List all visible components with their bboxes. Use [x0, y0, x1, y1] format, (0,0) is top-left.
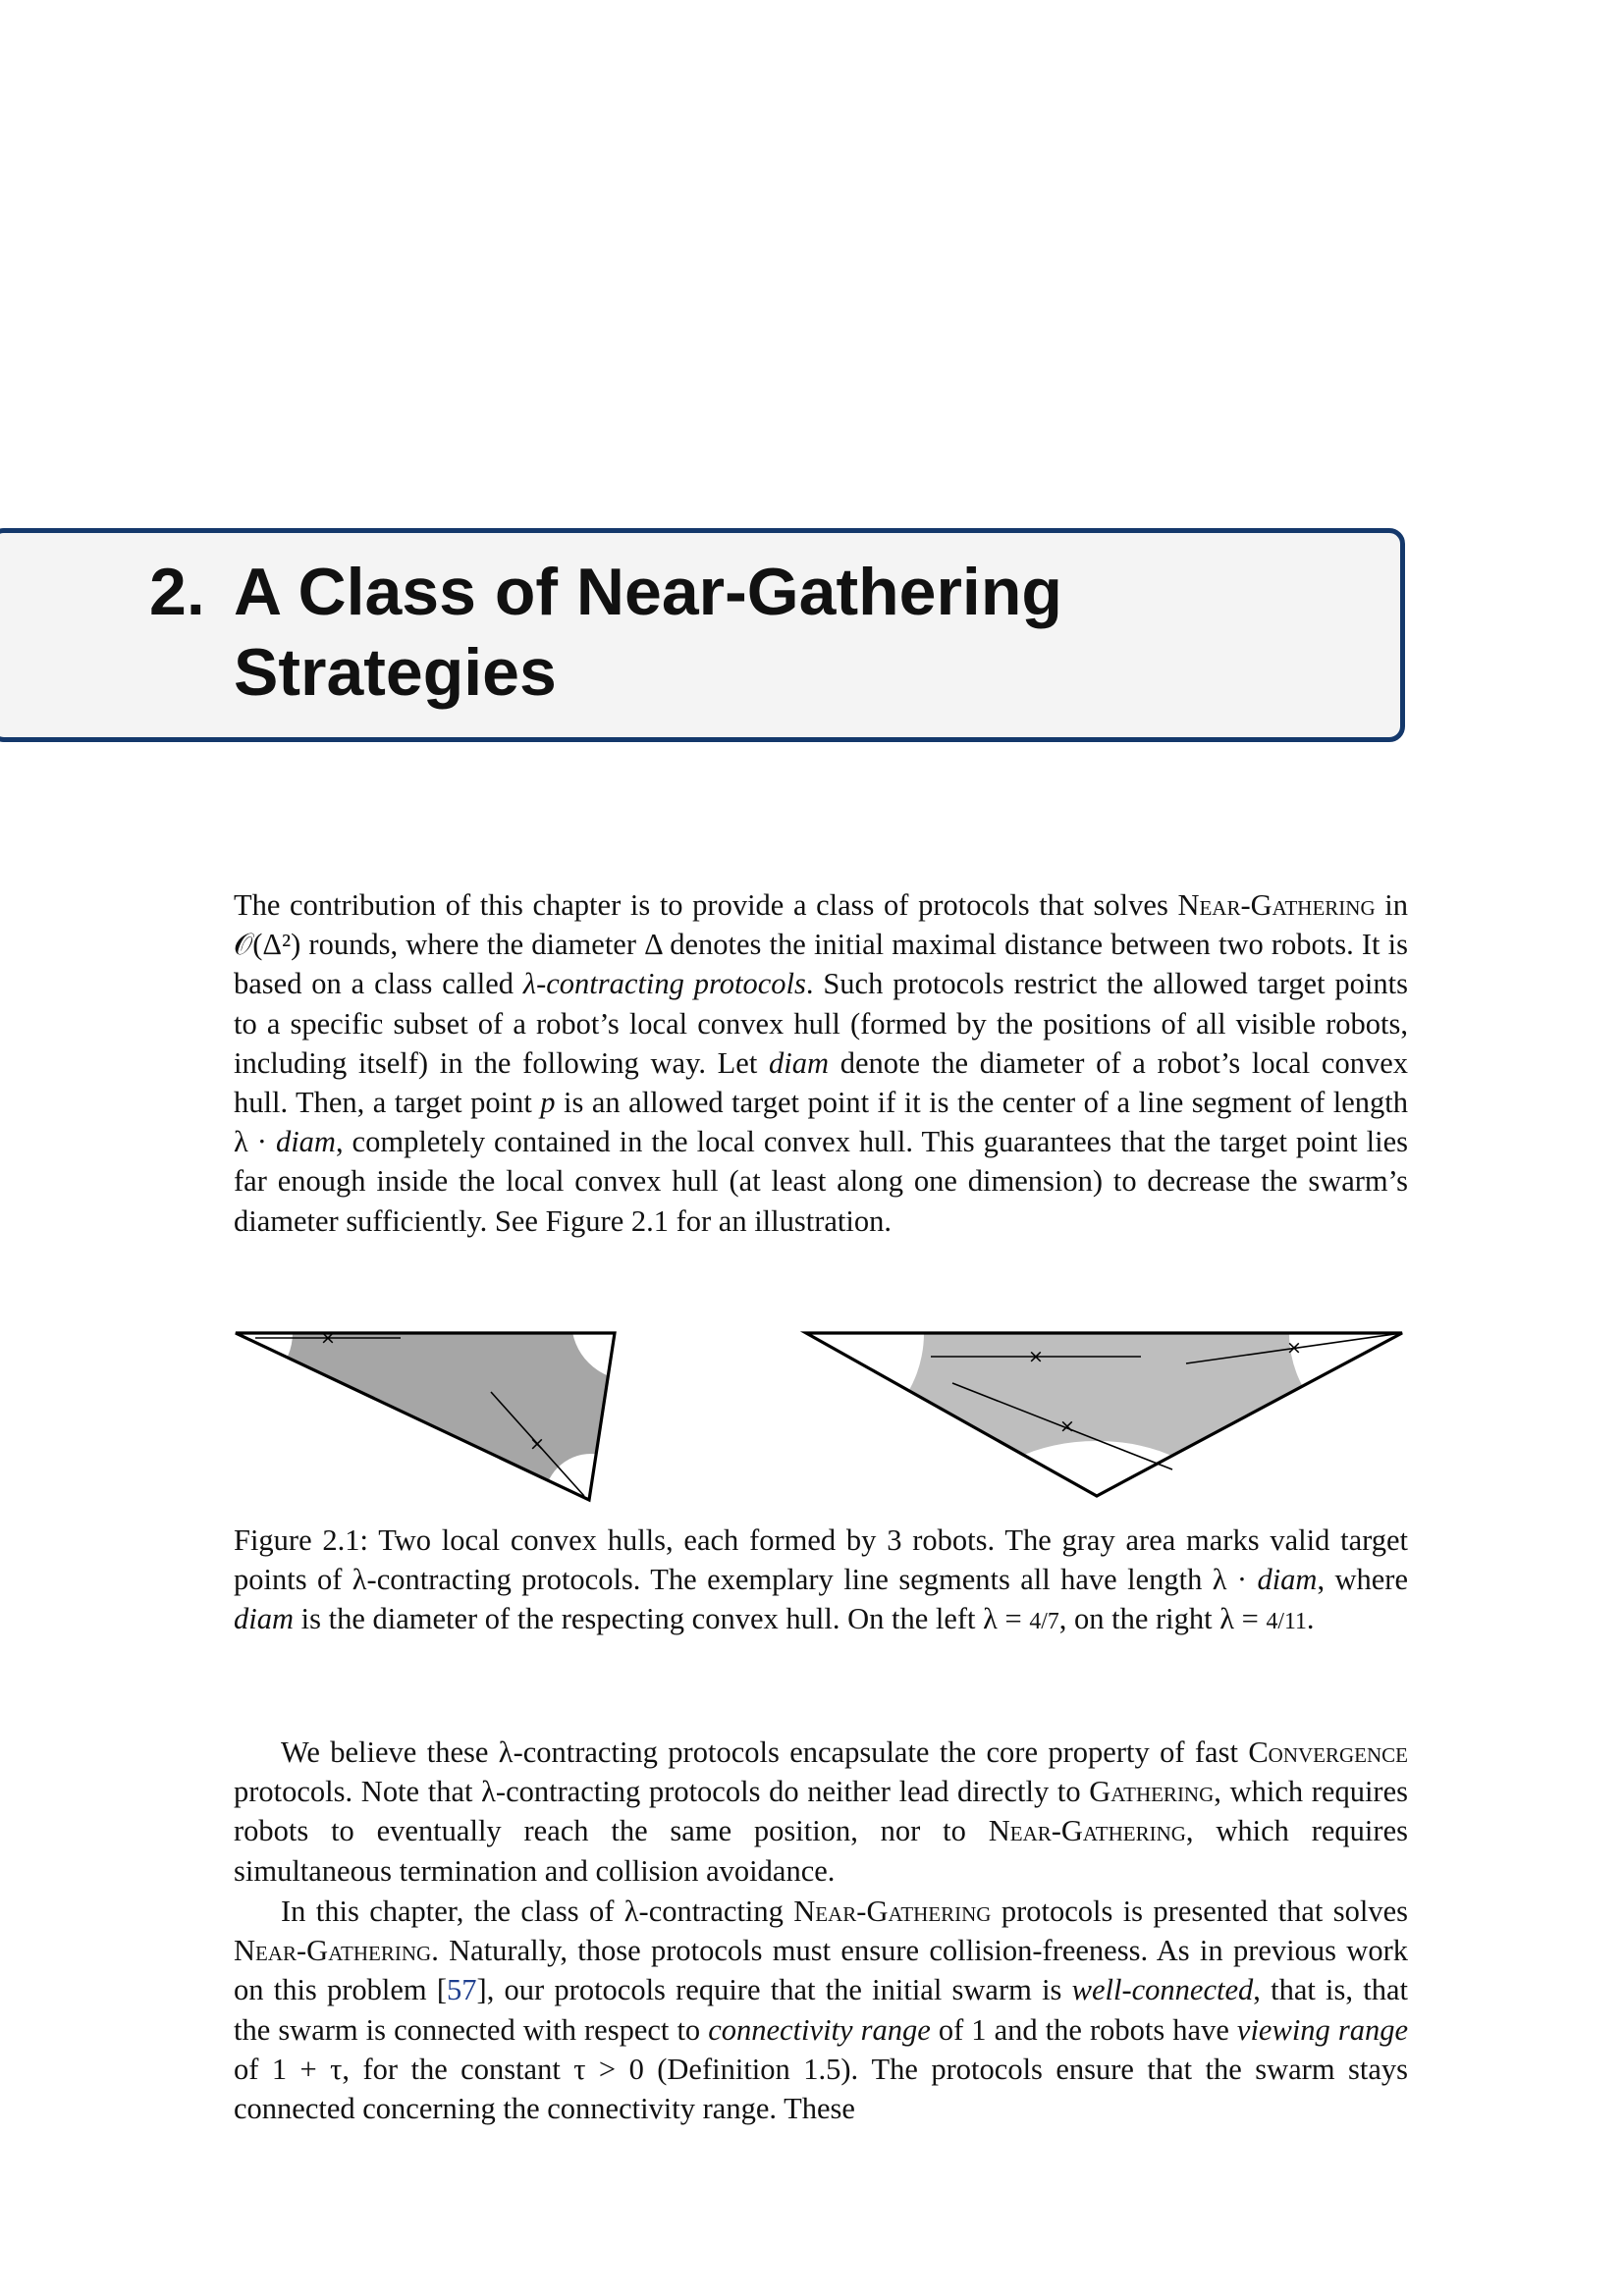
chapter-title: A Class of Near-Gathering Strategies — [234, 555, 1062, 710]
right-target-marker-1: × — [1028, 1346, 1044, 1367]
right-target-marker-3: × — [1059, 1415, 1075, 1437]
paragraph-3: In this chapter, the class of λ-contracting Near-Gathering protocols is presented that solves Near-Gathering. Naturally, those protocols must ensure collision-freeness. As in previous work on this problem [57], our protocols require that the initial swarm is well-connected, that is, that the swarm is connected with respect to connectivity range of 1 and the robots have viewing range of 1 + τ, for the constant τ > 0 (Definition 1.5). The protocols ensure that the swarm stays connected concerning the connectivity range. These — [234, 1895, 1408, 2126]
left-target-marker-1: × — [320, 1327, 336, 1349]
convex-hulls-illustration — [226, 1321, 1414, 1508]
chapter-number: 2. — [149, 555, 205, 629]
figure-convex-hulls — [226, 1321, 1414, 1508]
figure-label: Figure 2.1: — [234, 1523, 369, 1557]
left-target-marker-2: × — [529, 1433, 545, 1455]
term-near-gathering: Near-Gathering — [1177, 888, 1376, 922]
left-convex-hull — [226, 1321, 689, 1508]
right-convex-hull — [688, 1321, 1414, 1508]
figure-caption: Figure 2.1: Two local convex hulls, each formed by 3 robots. The gray area marks valid target points of λ-contracting protocols. The exemplary line segments all have length λ · diam, where diam is the diameter of the respecting convex hull. On the left λ = 4/7, on the right λ = 4/11. — [234, 1523, 1408, 1636]
right-target-marker-2: × — [1286, 1337, 1302, 1359]
intro-paragraph: The contribution of this chapter is to provide a class of protocols that solves Near-Gathering in 𝒪(Δ²) rounds, where the diameter Δ denotes the initial maximal distance between two robots. It is based on a class called λ-contracting protocols. Such protocols restrict the allowed target points to a specific subset of a robot’s local convex hull (formed by the positions of all visible robots, including itself) in the following way. Let diam denote the diameter of a robot’s local convex hull. Then, a target point p is an allowed target point if it is the center of a line segment of length λ · diam, completely contained in the local convex hull. This guarantees that the target point lies far enough inside the local convex hull (at least along one dimension) to decrease the swarm’s diameter sufficiently. See Figure 2.1 for an illustration. — [234, 888, 1408, 1238]
paragraph-2: We believe these λ-contracting protocols encapsulate the core property of fast Convergence protocols. Note that λ-contracting protocols do neither lead directly to Gathering, which requires robots to eventually reach the same position, nor to Near-Gathering, which requires simultaneous termination and collision avoidance. — [234, 1735, 1408, 1888]
citation-link[interactable]: 57 — [447, 1973, 477, 2007]
